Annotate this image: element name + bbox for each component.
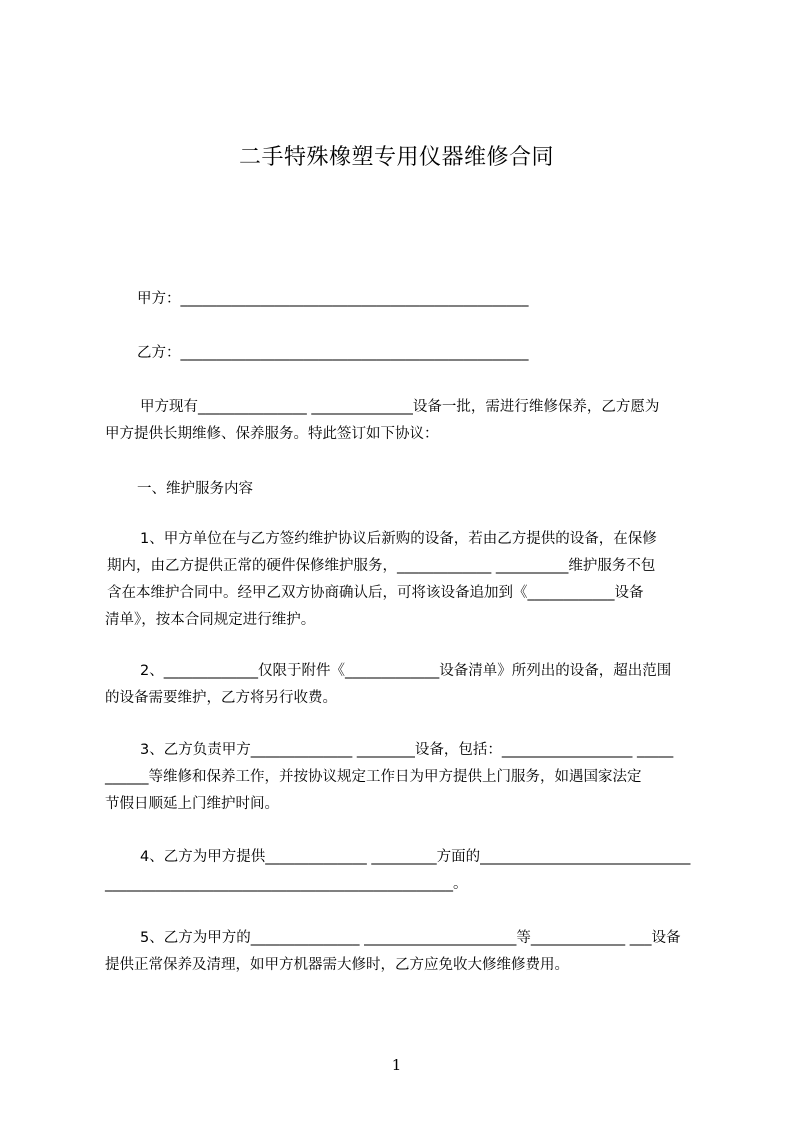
party-b-blank: ________________________________________________ bbox=[180, 345, 529, 361]
intro-line: 甲方现有_______________ ______________设备一批，需进行维修保养，乙方愿为 bbox=[140, 399, 660, 415]
clause-2-line: 的设备需要维护，乙方将另行收费。 bbox=[105, 690, 337, 706]
clause-5-line: 提供正常保养及清理，如甲方机器需大修时，乙方应免收大修维修费用。 bbox=[105, 957, 569, 973]
clause-3-line: 3、乙方负责甲方______________ ________设备，包括：__________________ _____ bbox=[140, 742, 674, 758]
clause-3-line: ______等维修和保养工作，并按协议规定工作日为甲方提供上门服务，如遇国家法定 bbox=[105, 769, 642, 785]
clause-3-line: 节假日顺延上门维护时间。 bbox=[105, 796, 279, 812]
clause-5-line: 5、乙方为甲方的_______________ _____________________等_____________ ___设备 bbox=[140, 930, 681, 946]
party-b-label: 乙方： bbox=[137, 345, 181, 361]
party-b-field bbox=[137, 346, 529, 361]
clause-1-line: 1、甲方单位在与乙方签约维护协议后新购的设备，若由乙方提供的设备，在保修 bbox=[140, 531, 657, 547]
party-a-blank: ________________________________________________ bbox=[180, 291, 529, 307]
clause-4-line: ________________________________________________。 bbox=[105, 876, 468, 892]
clause-1-line: 含在本维护合同中。经甲乙双方协商确认后，可将该设备追加到《____________设备 bbox=[107, 585, 644, 601]
document-title: 二手特殊橡塑专用仪器维修合同 bbox=[238, 145, 554, 170]
clause-1-line: 清单》，按本合同规定进行维护。 bbox=[105, 612, 316, 628]
clause-4-line: 4、乙方为甲方提供______________ _________方面的_____________________________ bbox=[140, 849, 691, 865]
clause-1-line: 期内，由乙方提供正常的硬件保修维护服务，_____________ __________维护服务不包 bbox=[107, 558, 656, 574]
clause-2-line: 2、_____________仅限于附件《_____________设备清单》所列出的设备，超出范围 bbox=[140, 663, 672, 679]
party-a-field bbox=[137, 292, 529, 307]
intro-line: 甲方提供长期维修、保养服务。特此签订如下协议： bbox=[105, 426, 439, 442]
page-number: 1 bbox=[391, 1056, 402, 1074]
section-heading: 一、维护服务内容 bbox=[137, 481, 253, 497]
party-a-label: 甲方： bbox=[137, 291, 181, 307]
